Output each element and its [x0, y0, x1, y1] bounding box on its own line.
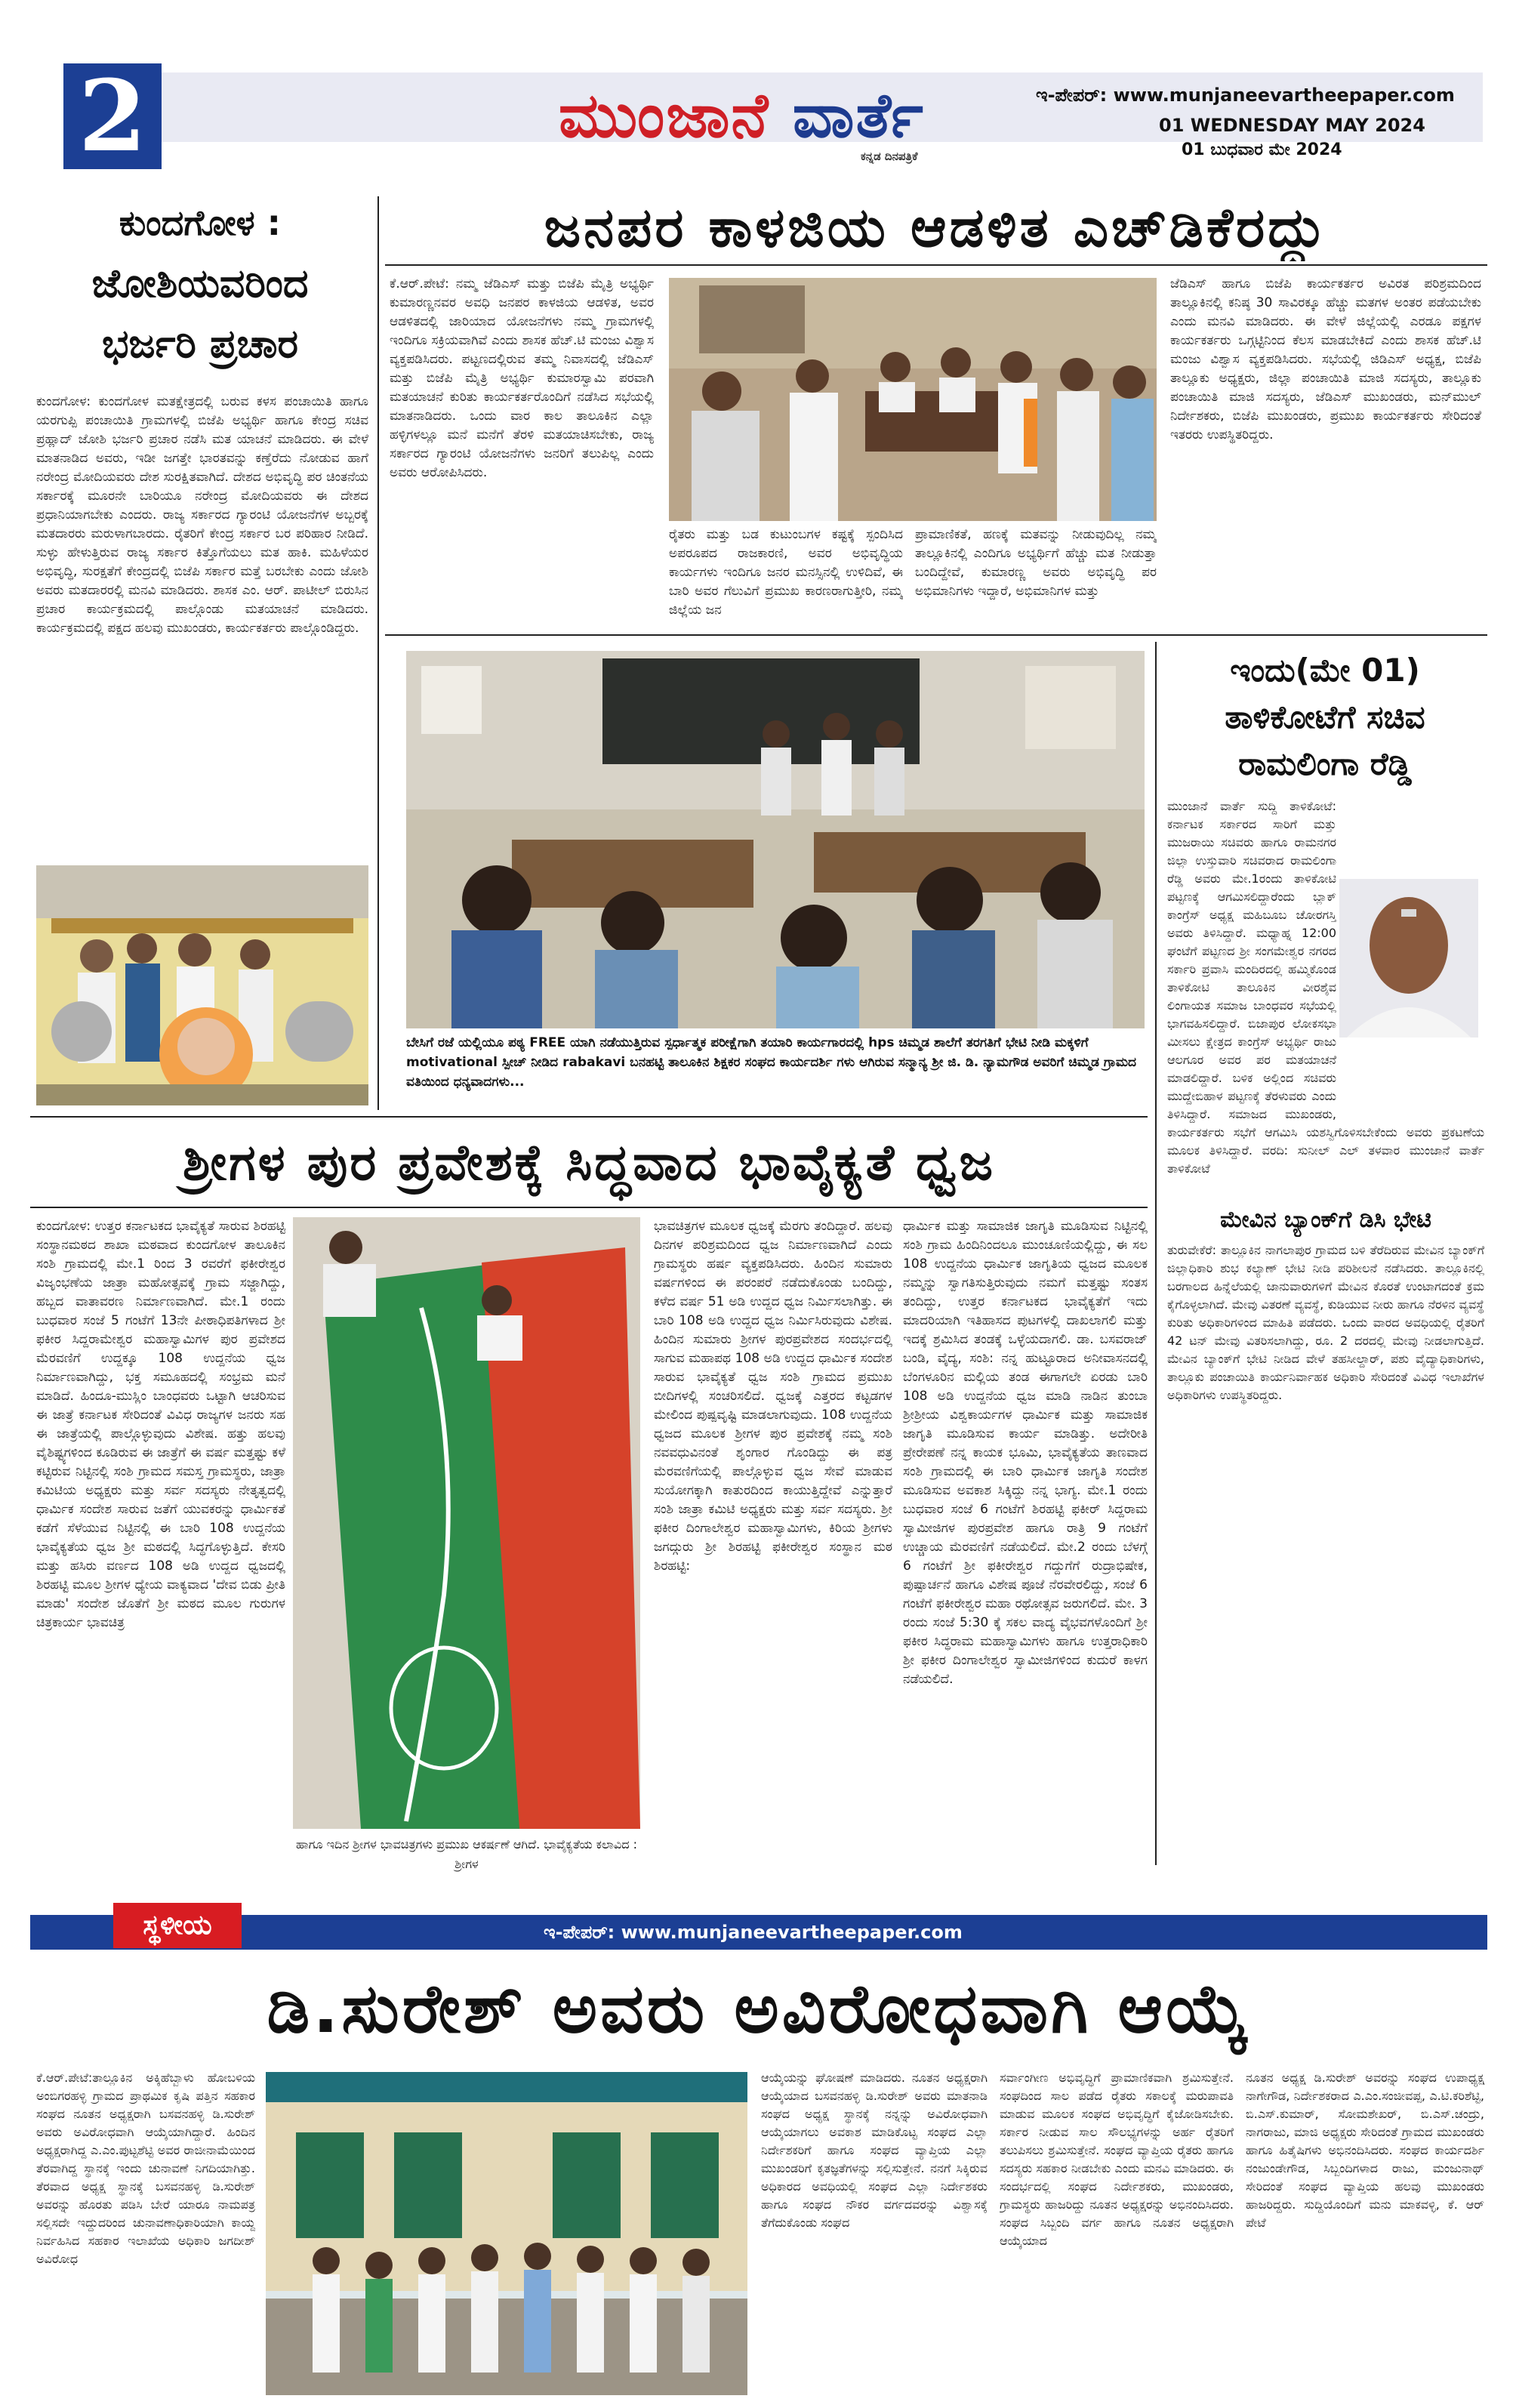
meeting-photo-image	[669, 278, 1157, 521]
story2-body-col3: ಪ್ರಾಮಾಣಿಕತೆ, ಹಣಕ್ಕೆ ಮತವನ್ನು ನೀಡುವುದಿಲ್ಲ ನಮ್ಮ ತಾಲ್ಲೂಕಿನಲ್ಲಿ ಎಂದಿಗೂ ಅಭ್ಯರ್ಥಿಗೆ ಹೆಚ್ಚು ಮತ ನೀಡುತ್ತಾ ಬಂದಿದ್ದೇವೆ, ಕುಮಾರಣ್ಣ ಅವರು ಅಭಿವೃದ್ಧಿ ಪರ ಅಭಿಮಾನಿಗಳು ಇದ್ದಾರೆ, ಅಭಿಮಾನಿಗಳ ಮತ್ತು	[915, 527, 1157, 599]
flag-photo-image	[293, 1217, 640, 1829]
story3-subhead: ಮೇವಿನ ಬ್ಯಾಂಕ್‌ಗೆ ಡಿಸಿ ಭೇಟಿ	[1220, 1207, 1431, 1233]
story4-body-col3: ಧಾರ್ಮಿಕ ಮತ್ತು ಸಾಮಾಜಿಕ ಜಾಗೃತಿ ಮೂಡಿಸುವ ನಿಟ್ಟಿನಲ್ಲಿ ಸಂಶಿ ಗ್ರಾಮ ಹಿಂದಿನಿಂದಲೂ ಮುಂಚೂಣಿಯಲ್ಲಿದ್ದು, ಈ ಸಲ 108 ಉದ್ದನೆಯ ಧಾರ್ಮಿಕ ಜಾಗೃತಿಯ ಧ್ವಜದ ಮೂಲಕ ನಮ್ಮನ್ನು ಸ್ವಾಗತಿಸುತ್ತಿರುವುದು ನಮಗೆ ಮತ್ತಷ್ಟು ಸಂತಸ ತಂದಿದ್ದು, ಉತ್ತರ ಕರ್ನಾಟಕದ ಭಾವೈಕ್ಯತೆಗೆ ಇದು ಮಾದರಿಯಾಗಿ ಇತಿಹಾಸದ ಪುಟಗಳಲ್ಲಿ ದಾಖಲಾಗಲಿ ಮತ್ತು ಇದಕ್ಕೆ ಶ್ರಮಿಸಿದ ತಂಡಕ್ಕೆ ಒಳ್ಳೆಯದಾಗಲಿ. ಡಾ. ಬಸವರಾಜ್ ಬಂಡಿ, ವೈದ್ಯ, ಸಂಶಿ: ನನ್ನ ಹುಟ್ಟೂರಾದ ಅನೀವಾಸನದಲ್ಲಿ ಬೆಂಗಳೂರಿನ ಮಲ್ಲಿಯ ತಂಡ ಈಗಾಗಲೇ ಏರಡು ಬಾರಿ 108 ಅಡಿ ಉದ್ದನೆಯ ಧ್ವಜ ಮಾಡಿ ನಾಡಿನ ತುಂಬಾ ಶ್ರೀಶ್ರೀಯ ವಿಶ್ವಕಾರ್ಯಗಳ ಧಾರ್ಮಿಕ ಮತ್ತು ಸಾಮಾಜಿಕ ಜಾಗೃತಿ ಮೂಡಿಸುವ ಕಾರ್ಯ ಮಾಡಿತ್ತು. ಅದೇರೀತಿ ಪ್ರೇರೇಪಣೆ ನನ್ನ ಕಾಯಕ ಭೂಮಿ, ಭಾವೈಕ್ಯತೆಯ ತಾಣವಾದ ಸಂಶಿ ಗ್ರಾಮದಲ್ಲಿ ಈ ಬಾರಿ ಧಾರ್ಮಿಕ ಜಾಗೃತಿ ಸಂದೇಶ ಮೂಡಿಸುವ ಅವಕಾಶ ಸಿಕ್ಕಿದ್ದು ನನ್ನ ಭಾಗ್ಯ. ಮೇ.1 ರಂದು ಬುಧವಾರ ಸಂಜೆ 6 ಗಂಟೆಗೆ ಶಿರಹಟ್ಟಿ ಫಕೀರ್ ಸಿದ್ದರಾಮ ಸ್ವಾಮೀಜಿಗಳ ಪುರಪ್ರವೇಶ ಹಾಗೂ ರಾತ್ರಿ 9 ಗಂಟೆಗೆ ಉಚ್ಚಾಯ ಮೆರವಣಿಗೆ ನಡೆಯಲಿದೆ. ಮೇ.2 ರಂದು ಬೆಳಗ್ಗೆ 6 ಗಂಟೆಗೆ ಶ್ರೀ ಫಕೀರೇಶ್ವರ ಗದ್ದುಗೆಗೆ ರುದ್ರಾಭಿಷೇಕ, ಪುಷ್ಪಾರ್ಚನೆ ಹಾಗೂ ವಿಶೇಷ ಪೂಜೆ ನೆರವೇರಲಿದ್ದು, ಸಂಜೆ 6 ಗಂಟೆಗೆ ಫಕೀರೇಶ್ವರ ಮಹಾ ರಥೋತ್ಸವ ಜರುಗಲಿದೆ. ಮೇ. 3 ರಂದು ಸಂಜೆ 5:30 ಕ್ಕೆ ಸಕಲ ವಾದ್ಯ ವೈಭವಗಳೊಂದಿಗೆ ಶ್ರೀ ಫಕೀರ ಸಿದ್ಧರಾಮ ಮಹಾಸ್ವಾಮಿಗಳು ಹಾಗೂ ಉತ್ತರಾಧಿಕಾರಿ ಶ್ರೀ ಫಕೀರ ದಿಂಗಾಲೇಶ್ವರ ಸ್ವಾಮೀಜಿಗಳಿಂದ ಕುದುರೆ ಕಾಳಗ ನಡೆಯಲಿದೆ.	[903, 1219, 1148, 1687]
story2-headline: ಜನಪರ ಕಾಳಜಿಯ ಆಡಳಿತ ಎಚ್‌ಡಿಕೆರದ್ದು	[544, 196, 1329, 259]
section-label: ಸ್ಥಳೀಯ	[113, 1903, 242, 1948]
meeting-photo	[669, 278, 1157, 521]
section-divider	[385, 264, 1487, 266]
section-divider	[385, 634, 1487, 636]
story1-headline-line2: ಜೋಶಿಯವರಿಂದ	[91, 261, 309, 307]
story5-body-col3: ಸರ್ವಾಂಗೀಣ ಅಭಿವೃದ್ಧಿಗೆ ಪ್ರಾಮಾಣಿಕವಾಗಿ ಶ್ರಮಿಸುತ್ತೇನೆ. ಸಂಘದಿಂದ ಸಾಲ ಪಡೆದ ರೈತರು ಸಕಾಲಕ್ಕೆ ಮರುಪಾವತಿ ಮಾಡುವ ಮೂಲಕ ಸಂಘದ ಅಭಿವೃದ್ಧಿಗೆ ಕೈಜೋಡಿಸಬೇಕು. ಸರ್ಕಾರ ನೀಡುವ ಸಾಲ ಸೌಲಭ್ಯಗಳನ್ನು ಅರ್ಹ ರೈತರಿಗೆ ತಲುಪಿಸಲು ಶ್ರಮಿಸುತ್ತೇನೆ. ಸಂಘದ ವ್ಯಾಪ್ತಿಯ ರೈತರು ಹಾಗೂ ಸದಸ್ಯರು ಸಹಕಾರ ನೀಡಬೇಕು ಎಂದು ಮನವಿ ಮಾಡಿದರು. ಈ ಸಂದರ್ಭದಲ್ಲಿ ಸಂಘದ ನಿರ್ದೇಶಕರು, ಮುಖಂಡರು, ಗ್ರಾಮಸ್ಥರು ಹಾಜರಿದ್ದು ನೂತನ ಅಧ್ಯಕ್ಷರನ್ನು ಅಭಿನಂದಿಸಿದರು. ಸಂಘದ ಸಿಬ್ಬಂದಿ ವರ್ಗ ಹಾಗೂ ನೂತನ ಅಧ್ಯಕ್ಷರಾಗಿ ಆಯ್ಕೆಯಾದ	[1000, 2070, 1234, 2248]
story3-headline-line1: ಇಂದು(ಮೇ 01)	[1230, 652, 1420, 689]
story5-headline: ಡಿ.ಸುರೇಶ್ ಅವರು ಅವಿರೋಧವಾಗಿ ಆಯ್ಕೆ	[267, 1969, 1251, 2049]
portrait-float-spacer	[1336, 876, 1484, 1118]
society-photo-image	[266, 2072, 747, 2395]
section-divider	[30, 1116, 1148, 1118]
classroom-photo	[406, 651, 1145, 1028]
story2-body-col1: ಕೆ.ಆರ್.ಪೇಟೆ: ನಮ್ಮ ಜೆಡಿಎಸ್ ಮತ್ತು ಬಿಜೆಪಿ ಮೈತ್ರಿ ಅಭ್ಯರ್ಥಿ ಕುಮಾರಣ್ಣನವರ ಅವಧಿ ಜನಪರ ಕಾಳಜಿಯ ಆಡಳಿತ, ಅವರ ಆಡಳಿತದಲ್ಲಿ ಜಾರಿಯಾದ ಯೋಜನೆಗಳು ನಮ್ಮ ಗ್ರಾಮಗಳಲ್ಲಿ ಇಂದಿಗೂ ಸಕ್ರಿಯವಾಗಿವೆ ಎಂದು ಶಾಸಕ ಹೆಚ್.ಟಿ ಮಂಜು ವಿಶ್ವಾಸ ವ್ಯಕ್ತಪಡಿಸಿದರು. ಪಟ್ಟಣದಲ್ಲಿರುವ ತಮ್ಮ ನಿವಾಸದಲ್ಲಿ ಜೆಡಿಎಸ್ ಮತ್ತು ಬಿಜೆಪಿ ಮೈತ್ರಿ ಅಭ್ಯರ್ಥಿ ಕುಮಾರಸ್ವಾಮಿ ಪರವಾಗಿ ಮತಯಾಚನೆ ಕುರಿತು ಕಾರ್ಯಕರ್ತರೊಂದಿಗೆ ನಡೆಸಿದ ಸಭೆಯಲ್ಲಿ ಮಾತನಾಡಿದರು. ಒಂದು ವಾರ ಕಾಲ ತಾಲೂಕಿನ ಎಲ್ಲಾ ಹಳ್ಳಿಗಳಲ್ಲೂ ಮನೆ ಮನೆಗೆ ತೆರಳಿ ಮತಯಾಚಿಸಬೇಕು, ರಾಜ್ಯ ಸರ್ಕಾರದ ಗ್ಯಾರಂಟಿ ಯೋಜನೆಗಳು ಜನರಿಗೆ ತಲುಪಿಲ್ಲ ಎಂದು ಅವರು ಆರೋಪಿಸಿದರು.	[390, 276, 654, 480]
story2-body-col4: ಜೆಡಿಎಸ್ ಹಾಗೂ ಬಿಜೆಪಿ ಕಾರ್ಯಕರ್ತರ ಅವಿರತ ಪರಿಶ್ರಮದಿಂದ ತಾಲ್ಲೂಕಿನಲ್ಲಿ ಕನಿಷ್ಠ 30 ಸಾವಿರಕ್ಕೂ ಹೆಚ್ಚು ಮತಗಳ ಅಂತರ ಪಡೆಯಬೇಕು ಎಂದು ಮನವಿ ಮಾಡಿದರು. ಈ ವೇಳೆ ಜಿಲ್ಲೆಯಲ್ಲಿ ಎರಡೂ ಪಕ್ಷಗಳ ಕಾರ್ಯಕರ್ತರು ಒಗ್ಗಟ್ಟಿನಿಂದ ಕೆಲಸ ಮಾಡಬೇಕಿದೆ ಎಂದು ಶಾಸಕ ಹೆಚ್.ಟಿ ಮಂಜು ವಿಶ್ವಾಸ ವ್ಯಕ್ತಪಡಿಸಿದರು. ಸಭೆಯಲ್ಲಿ ಜಿಡಿಎಸ್ ಅಧ್ಯಕ್ಷ, ಬಿಜೆಪಿ ತಾಲ್ಲೂಕು ಅಧ್ಯಕ್ಷರು, ಜಿಲ್ಲಾ ಪಂಚಾಯಿತಿ ಮಾಜಿ ಸದಸ್ಯರು, ತಾಲ್ಲೂಕು ಪಂಚಾಯಿತಿ ಮಾಜಿ ಸದಸ್ಯರು, ಜೆಡಿಎಸ್ ಮುಖಂಡರು, ಮನ್‌ಮುಲ್ ನಿರ್ದೇಶಕರು, ಬಿಜೆಪಿ ಮುಖಂಡರು, ಪ್ರಮುಖ ಕಾರ್ಯಕರ್ತರು ಸೇರಿದಂತೆ ಇತರರು ಉಪಸ್ಥಿತರಿದ್ದರು.	[1170, 276, 1481, 442]
campaign-photo-image	[36, 865, 368, 1105]
story3-headline-line2: ತಾಳಿಕೋಟೆಗೆ ಸಚಿವ	[1225, 698, 1425, 735]
flag-photo	[293, 1217, 640, 1829]
classroom-photo-image	[406, 651, 1145, 1028]
society-photo	[266, 2072, 747, 2395]
story3-headline-line3: ರಾಮಲಿಂಗಾ ರೆಡ್ಡಿ	[1238, 745, 1412, 782]
story2-body-col2: ರೈತರು ಮತ್ತು ಬಡ ಕುಟುಂಬಗಳ ಕಷ್ಟಕ್ಕೆ ಸ್ಪಂದಿಸಿದ ಅಪರೂಪದ ರಾಜಕಾರಣಿ, ಅವರ ಅಭಿವೃದ್ಧಿಯ ಕಾರ್ಯಗಳು ಇಂದಿಗೂ ಜನರ ಮನಸ್ಸಿನಲ್ಲಿ ಉಳಿದಿವೆ, ಈ ಬಾರಿ ಅವರ ಗೆಲುವಿಗೆ ಪ್ರಮುಖ ಕಾರಣರಾಗುತ್ತೀರಿ, ನಮ್ಮ ಜಿಲ್ಲೆಯ ಜನ	[669, 527, 903, 618]
story4-body-col2: ಭಾವಚಿತ್ರಗಳ ಮೂಲಕ ಧ್ವಜಕ್ಕೆ ಮೆರಗು ತಂದಿದ್ದಾರೆ. ಹಲವು ದಿನಗಳ ಪರಿಶ್ರಮದಿಂದ ಧ್ವಜ ನಿರ್ಮಾಣವಾಗಿದೆ ಎಂದು ಗ್ರಾಮಸ್ಥರು ಹರ್ಷ ವ್ಯಕ್ತಪಡಿಸಿದರು. ಹಿಂದಿನ ಸುಮಾರು ವರ್ಷಗಳಿಂದ ಈ ಪರಂಪರೆ ನಡೆದುಕೊಂಡು ಬಂದಿದ್ದು, ಕಳೆದ ವರ್ಷ 51 ಅಡಿ ಉದ್ದದ ಧ್ವಜ ನಿರ್ಮಿಸಲಾಗಿತ್ತು. ಈ ಬಾರಿ 108 ಅಡಿ ಉದ್ದದ ಧ್ವಜ ನಿರ್ಮಿಸಿರುವುದು ವಿಶೇಷ. ಹಿಂದಿನ ಸುಮಾರು ಶ್ರೀಗಳ ಪುರಪ್ರವೇಶದ ಸಂದರ್ಭದಲ್ಲಿ ಸಾಗುವ ಮಹಾಪಥ 108 ಅಡಿ ಉದ್ದದ ಧಾರ್ಮಿಕ ಸಂದೇಶ ಸಾರುವ ಭಾವೈಕ್ಯತೆ ಧ್ವಜ ಸಂಶಿ ಗ್ರಾಮದ ಪ್ರಮುಖ ಬೀದಿಗಳಲ್ಲಿ ಸಂಚರಿಸಲಿದೆ. ಧ್ವಜಕ್ಕೆ ಎತ್ತರದ ಕಟ್ಟಡಗಳ ಮೇಲಿಂದ ಪುಷ್ಪವೃಷ್ಟಿ ಮಾಡಲಾಗುವುದು. 108 ಉದ್ದನೆಯ ಧ್ವಜದ ಮೂಲಕ ಶ್ರೀಗಳ ಪುರ ಪ್ರವೇಶಕ್ಕೆ ನಮ್ಮ ಸಂಶಿ ನವವಧುವಿನಂತೆ ಶೃಂಗಾರ ಗೊಂಡಿದ್ದು ಈ ಪತ್ರ ಮೆರವಣಿಗೆಯಲ್ಲಿ ಪಾಲ್ಗೊಳ್ಳುವ ಧ್ವಜ ಸೇವೆ ಮಾಡುವ ಸುಯೋಗಕ್ಕಾಗಿ ಕಾತುರದಿಂದ ಕಾಯುತ್ತಿದ್ದೇವೆ ಎನ್ನುತ್ತಾರೆ ಸಂಶಿ ಜಾತ್ರಾ ಕಮಿಟಿ ಅಧ್ಯಕ್ಷರು ಮತ್ತು ಸರ್ವ ಸದಸ್ಯರು. ಶ್ರೀ ಫಕೀರ ದಿಂಗಾಲೇಶ್ವರ ಮಹಾಸ್ವಾಮಿಗಳು, ಕಿರಿಯ ಶ್ರೀಗಳು ಜಗದ್ಗುರು ಶ್ರೀ ಶಿರಹಟ್ಟಿ ಫಕೀರೇಶ್ವರ ಸಂಸ್ಥಾನ ಮಠ ಶಿರಹಟ್ಟಿ:	[654, 1219, 892, 1574]
story1-body: ಕುಂದಗೋಳ: ಕುಂದಗೋಳ ಮತಕ್ಷೇತ್ರದಲ್ಲಿ ಬರುವ ಕಳಸ ಪಂಚಾಯಿತಿ ಹಾಗೂ ಯರಗುಪ್ಪಿ ಪಂಚಾಯಿತಿ ಗ್ರಾಮಗಳಲ್ಲಿ ಬಿಜೆಪಿ ಅಭ್ಯರ್ಥಿ ಹಾಗೂ ಕೇಂದ್ರ ಸಚಿವ ಪ್ರಹ್ಲಾದ್ ಜೋಶಿ ಭರ್ಜರಿ ಪ್ರಚಾರ ನಡೆಸಿ ಮತ ಯಾಚನೆ ಮಾಡಿದರು. ಈ ವೇಳೆ ಮಾತನಾಡಿದ ಅವರು, ಇಡೀ ಜಗತ್ತೇ ಭಾರತವನ್ನು ಕಣ್ತೆರೆದು ನೋಡುವ ಹಾಗೆ ನರೇಂದ್ರ ಮೋದಿಯವರು ದೇಶ ಸುರಕ್ಷಿತವಾಗಿದೆ. ದೇಶದ ಅಭಿವೃದ್ಧಿ ಪರ ಚಿಂತನೆಯ ಸರ್ಕಾರಕ್ಕೆ ಮೂರನೇ ಬಾರಿಯೂ ನರೇಂದ್ರ ಮೋದಿಯವರು ಈ ದೇಶದ ಪ್ರಧಾನಿಯಾಗಬೇಕು ಎಂದರು. ರಾಜ್ಯ ಸರ್ಕಾರದ ಗ್ಯಾರಂಟಿ ಯೋಜನೆಗಳ ಅಬ್ಬರಕ್ಕೆ ಮತದಾರರು ಮರುಳಾಗಬಾರದು. ರೈತರಿಗೆ ಕೇಂದ್ರ ಸರ್ಕಾರ ಬರ ಪರಿಹಾರ ನೀಡಿದೆ. ಸುಳ್ಳು ಹೇಳುತ್ತಿರುವ ರಾಜ್ಯ ಸರ್ಕಾರ ಕಿತ್ತೊಗೆಯಲು ಮತ ಹಾಕಿ. ಮಹಿಳೆಯರ ಅಭಿವೃದ್ಧಿ, ಸುರಕ್ಷತೆಗೆ ಕೇಂದ್ರದಲ್ಲಿ ಬಿಜೆಪಿ ಸರ್ಕಾರ ಮತ್ತೆ ಬರಬೇಕು ಎಂದು ಜೋಶಿ ಅವರು ಮತದಾರರಲ್ಲಿ ಮನವಿ ಮಾಡಿದರು. ಶಾಸಕ ಎಂ. ಆರ್. ಪಾಟೀಲ್ ಬಿರುಸಿನ ಪ್ರಚಾರ ಕಾರ್ಯಕ್ರಮದಲ್ಲಿ ಪಾಲ್ಗೊಂಡು ಮತಯಾಚನೆ ಮಾಡಿದರು. ಕಾರ್ಯಕ್ರಮದಲ್ಲಿ ಪಕ್ಷದ ಹಲವು ಮುಖಂಡರು, ಕಾರ್ಯಕರ್ತರು ಪಾಲ್ಗೊಂಡಿದ್ದರು.	[36, 394, 368, 636]
issue-date-english: 01 WEDNESDAY MAY 2024	[1159, 115, 1425, 136]
campaign-photo	[36, 865, 368, 1105]
story5-body-col4: ನೂತನ ಅಧ್ಯಕ್ಷ ಡಿ.ಸುರೇಶ್ ಅವರನ್ನು ಸಂಘದ ಉಪಾಧ್ಯಕ್ಷ ನಾಗೇಗೌಡ, ನಿರ್ದೇಶಕರಾದ ಎ.ಎಂ.ಸಂಜೀವಪ್ಪ, ಎ.ಟಿ.ಕರಿಶೆಟ್ಟಿ, ಬಿ.ಎಸ್.ಕುಮಾರ್, ಸೋಮಶೇಖರ್, ಬಿ.ಎಸ್.ಚಂದ್ರು, ನಾಗರಾಜು, ಮಾಜಿ ಅಧ್ಯಕ್ಷರು ಸೇರಿದಂತೆ ಗ್ರಾಮದ ಮುಖಂಡರು ಹಾಗೂ ಹಿತೈಷಿಗಳು ಅಭಿನಂದಿಸಿದರು. ಸಂಘದ ಕಾರ್ಯದರ್ಶಿ ನಂಜುಂಡೇಗೌಡ, ಸಿಬ್ಬಂದಿಗಳಾದ ರಾಜು, ಮಂಜುನಾಥ್ ಸೇರಿದಂತೆ ಸಂಘದ ವ್ಯಾಪ್ತಿಯ ಹಲವು ಮುಖಂಡರು ಹಾಜರಿದ್ದರು. ಸುದ್ದಿಯೊಂದಿಗೆ ಮನು ಮಾಕವಳ್ಳಿ, ಕೆ. ಆರ್ ಪೇಟೆ	[1246, 2070, 1484, 2230]
story1-headline-line1: ಕುಂದಗೋಳ :	[119, 202, 282, 243]
classroom-photo-caption: ಬೇಸಿಗೆ ರಜೆ ಯಲ್ಲಿಯೂ ಪಠ್ಯ FREE ಯಾಗಿ ನಡೆಯುತ್ತಿರುವ ಸ್ಪರ್ಧಾತ್ಮಕ ಪರೀಕ್ಷೆಗಾಗಿ ತಯಾರಿ ಕಾರ್ಯಗಾರದಲ್ಲಿ hps ಚಿಮ್ಮಡ ಶಾಲೆಗೆ ತರಗತಿಗೆ ಭೇಟಿ ನೀಡಿ ಮಕ್ಕಳಿಗೆ motivational ಸ್ಪೀಚ್ ನೀಡಿದ rabakavi ಬನಹಟ್ಟಿ ತಾಲೂಕಿನ ಶಿಕ್ಷಕರ ಸಂಘದ ಕಾರ್ಯದರ್ಶಿ ಗಳು ಆಗಿರುವ ಸನ್ಮಾನ್ಯ ಶ್ರೀ ಜಿ. ಡಿ. ನ್ಯಾಮಗೌಡ ಅವರಿಗೆ ಚಿಮ್ಮಡ ಗ್ರಾಮದ ವತಿಯಿಂದ ಧನ್ಯವಾದಗಳು...	[406, 1035, 1137, 1090]
story1-headline-line3: ಭರ್ಜರಿ ಪ್ರಚಾರ	[102, 322, 298, 367]
column-divider	[1155, 642, 1157, 1865]
title-part1: ಮುಂಜಾನೆ	[559, 80, 793, 152]
strip-epaper-link[interactable]: ಇ-ಪೇಪರ್: www.munjaneevartheepaper.com	[544, 1922, 963, 1943]
story3-body-top	[1167, 797, 1484, 1198]
story4-body-col1: ಕುಂದಗೋಳ: ಉತ್ತರ ಕರ್ನಾಟಕದ ಭಾವೈಕ್ಯತೆ ಸಾರುವ ಶಿರಹಟ್ಟಿ ಸಂಸ್ಥಾನಮಠದ ಶಾಖಾ ಮಠವಾದ ಕುಂದಗೋಳ ತಾಲೂಕಿನ ಸಂಶಿ ಗ್ರಾಮದಲ್ಲಿ ಮೇ.1 ರಿಂದ 3 ರವರೆಗೆ ಫಕೀರೇಶ್ವರ ವಿಜೃಂಭಣೆಯ ಜಾತ್ರಾ ಮಹೋತ್ಸವಕ್ಕೆ ಗ್ರಾಮ ಸಜ್ಜಾಗಿದ್ದು, ಹಬ್ಬದ ವಾತಾವರಣ ನಿರ್ಮಾಣವಾಗಿದೆ. ಮೇ.1 ರಂದು ಬುಧವಾರ ಸಂಜೆ 5 ಗಂಟೆಗೆ 13ನೇ ಪೀಠಾಧಿಪತಿಗಳಾದ ಶ್ರೀ ಫಕೀರ ಸಿದ್ದರಾಮೇಶ್ವರ ಮಹಾಸ್ವಾಮಿಗಳ ಪುರ ಪ್ರವೇಶದ ಮೆರವಣಿಗೆ ಉದ್ದಕ್ಕೂ 108 ಉದ್ದನೆಯ ಧ್ವಜ ನಿರ್ಮಾಣವಾಗಿದ್ದು, ಭಕ್ತ ಸಮೂಹದಲ್ಲಿ ಸಂಭ್ರಮ ಮನೆ ಮಾಡಿದೆ. ಹಿಂದೂ-ಮುಸ್ಲಿಂ ಬಾಂಧವರು ಒಟ್ಟಾಗಿ ಆಚರಿಸುವ ಈ ಜಾತ್ರೆ ಕರ್ನಾಟಕ ಸೇರಿದಂತೆ ವಿವಿಧ ರಾಜ್ಯಗಳ ಜನರು ಸಹ ಈ ಜಾತ್ರೆಯಲ್ಲಿ ಪಾಲ್ಗೊಳ್ಳುವುದು ವಿಶೇಷ. ಹತ್ತು ಹಲವು ವೈಶಿಷ್ಟ್ಯಗಳಿಂದ ಕೂಡಿರುವ ಈ ಜಾತ್ರೆಗೆ ಈ ವರ್ಷ ಮತ್ತಷ್ಟು ಕಳೆ ಕಟ್ಟಿರುವ ನಿಟ್ಟಿನಲ್ಲಿ ಸಂಶಿ ಗ್ರಾಮದ ಸಮಸ್ತ ಗ್ರಾಮಸ್ಥರು, ಜಾತ್ರಾ ಕಮಿಟಿಯ ಅಧ್ಯಕ್ಷರು ಮತ್ತು ಸರ್ವ ಸದಸ್ಯರು ನೇತೃತ್ವದಲ್ಲಿ ಧಾರ್ಮಿಕ ಸಂದೇಶ ಸಾರುವ ಜತೆಗೆ ಯುವಕರನ್ನು ಧಾರ್ಮಿಕತೆ ಕಡೆಗೆ ಸೆಳೆಯುವ ನಿಟ್ಟಿನಲ್ಲಿ ಈ ಬಾರಿ 108 ಉದ್ದನೆಯ ಭಾವೈಕ್ಯತೆಯ ಧ್ವಜ ಶ್ರೀ ಮಠದಲ್ಲಿ ಸಿದ್ಧಗೊಳ್ಳುತ್ತಿದೆ. ಕೇಸರಿ ಮತ್ತು ಹಸಿರು ವರ್ಣದ 108 ಅಡಿ ಉದ್ದದ ಧ್ವಜದಲ್ಲಿ ಶಿರಹಟ್ಟಿ ಮೂಲ ಶ್ರೀಗಳ ಧ್ಯೇಯ ವಾಕ್ಯವಾದ 'ದೇವ ಬಿಡು ಪ್ರೀತಿ ಮಾಡು' ಸಂದೇಶ ಜೊತೆಗೆ ಶ್ರೀ ಮಠದ ಮೂಲ ಗುರುಗಳ ಚಿತ್ರಕಾರ್ಯ ಭಾವಚಿತ್ರ	[36, 1219, 285, 1630]
flag-photo-caption: ಹಾಗೂ ಇದಿನ ಶ್ರೀಗಳ ಭಾವಚಿತ್ರಗಳು ಪ್ರಮುಖ ಆಕರ್ಷಣೆ ಆಗಿದೆ. ಭಾವೈಕ್ಯತೆಯ ಕಲಾವಿದ : ಶ್ರೀಗಳ	[295, 1837, 638, 1871]
newspaper-tagline: ಕನ್ನಡ ದಿನಪತ್ರಿಕೆ	[861, 150, 918, 163]
epaper-link[interactable]: ಇ-ಪೇಪರ್: www.munjaneevartheepaper.com	[1036, 85, 1455, 106]
page-number: 2	[63, 63, 162, 169]
story4-headline: ಶ್ರೀಗಳ ಪುರ ಪ್ರವೇಶಕ್ಕೆ ಸಿದ್ಧವಾದ ಭಾವೈಕ್ಯತೆ ಧ್ವಜ	[183, 1133, 995, 1192]
newspaper-title	[559, 80, 925, 153]
section-divider	[30, 1207, 1148, 1208]
story5-body-col1: ಕೆ.ಆರ್.ಪೇಟೆ:ತಾಲ್ಲೂಕಿನ ಅಕ್ಕಿಹೆಬ್ಬಾಳು ಹೋಬಳಿಯ ಅಂಬಿಗರಹಳ್ಳಿ ಗ್ರಾಮದ ಪ್ರಾಥಮಿಕ ಕೃಷಿ ಪತ್ತಿನ ಸಹಕಾರ ಸಂಘದ ನೂತನ ಅಧ್ಯಕ್ಷರಾಗಿ ಬಸವನಹಳ್ಳಿ ಡಿ.ಸುರೇಶ್ ಅವರು ಅವಿರೋಧವಾಗಿ ಆಯ್ಕೆಯಾಗಿದ್ದಾರೆ. ಹಿಂದಿನ ಅಧ್ಯಕ್ಷರಾಗಿದ್ದ ಎ.ಎಂ.ಪುಟ್ಟಶೆಟ್ಟಿ ಅವರ ರಾಜೀನಾಮೆಯಿಂದ ತೆರವಾಗಿದ್ದ ಸ್ಥಾನಕ್ಕೆ ಇಂದು ಚುನಾವಣೆ ನಿಗದಿಯಾಗಿತ್ತು. ತೆರವಾದ ಅಧ್ಯಕ್ಷ ಸ್ಥಾನಕ್ಕೆ ಬಸವನಹಳ್ಳಿ ಡಿ.ಸುರೇಶ್ ಅವರನ್ನು ಹೊರತು ಪಡಿಸಿ ಬೇರೆ ಯಾರೂ ನಾಮಪತ್ರ ಸಲ್ಲಿಸದೇ ಇದ್ದುದರಿಂದ ಚುನಾವಣಾಧಿಕಾರಿಯಾಗಿ ಕಾಯ್ದ ನಿರ್ವಹಿಸಿದ ಸಹಕಾರ ಇಲಾಖೆಯ ಅಧಿಕಾರಿ ಜಗದೀಶ್ ಅವಿರೋಧ	[36, 2070, 255, 2266]
title-part2: ವಾರ್ತೆ	[792, 80, 925, 152]
issue-date-kannada: 01 ಬುಧವಾರ ಮೇ 2024	[1182, 140, 1342, 159]
story3-body-top-text: ಮುಂಜಾನೆ ವಾರ್ತೆ ಸುದ್ದಿ ತಾಳಿಕೋಟೆ: ಕರ್ನಾಟಕ ಸರ್ಕಾರದ ಸಾರಿಗೆ ಮತ್ತು ಮುಜರಾಯಿ ಸಚಿವರು ಹಾಗೂ ರಾಮನಗರ ಜಿಲ್ಲಾ ಉಸ್ತುವಾರಿ ಸಚಿವರಾದ ರಾಮಲಿಂಗಾ ರೆಡ್ಡಿ ಅವರು ಮೇ.1ರಂದು ತಾಳಿಕೋಟಿ ಪಟ್ಟಣಕ್ಕೆ ಆಗಮಿಸಲಿದ್ದಾರೆಂದು ಬ್ಲಾಕ್ ಕಾಂಗ್ರೆಸ್ ಅಧ್ಯಕ್ಷ ಮಹಿಬೂಬ ಚೋರಗಸ್ತಿ ಅವರು ತಿಳಿಸಿದ್ದಾರೆ. ಮಧ್ಯಾಹ್ನ 12:00 ಘಂಟೆಗೆ ಪಟ್ಟಣದ ಶ್ರೀ ಸಂಗಮೇಶ್ವರ ನಗರದ ಸರ್ಕಾರಿ ಪ್ರವಾಸಿ ಮಂದಿರದಲ್ಲಿ ಹಮ್ಮಿಕೊಂಡ ತಾಳಿಕೋಟಿ ತಾಲೂಕಿನ ವೀರಶೈವ ಲಿಂಗಾಯತ ಸಮಾಜ ಬಾಂಧವರ ಸಭೆಯಲ್ಲಿ ಭಾಗವಹಿಸಲಿದ್ದಾರೆ. ಬಿಜಾಪುರ ಲೋಕಸಭಾ ಮೀಸಲು ಕ್ಷೇತ್ರದ ಕಾಂಗ್ರೆಸ್ ಅಭ್ಯರ್ಥಿ ರಾಜು ಆಲಗೂರ ಅವರ ಪರ ಮತಯಾಚನೆ ಮಾಡಲಿದ್ದಾರೆ. ಬಳಿಕ ಅಲ್ಲಿಂದ ಸಚಿವರು ಮುದ್ದೇಬಿಹಾಳ ಪಟ್ಟಣಕ್ಕೆ ತೆರಳುವರು ಎಂದು ತಿಳಿಸಿದ್ದಾರೆ. ಸಮಾಜದ ಮುಖಂಡರು, ಕಾರ್ಯಕರ್ತರು ಸಭೆಗೆ ಆಗಮಿಸಿ ಯಶಸ್ವಿಗೊಳಿಸಬೇಕೆಂದು ಅವರು ಪ್ರಕಟಣೆಯ ಮೂಲಕ ತಿಳಿಸಿದ್ದಾರೆ. ವರದಿ: ಸುನೀಲ್ ಎಲ್ ತಳವಾರ ಮುಂಜಾನೆ ವಾರ್ತೆ ತಾಳಿಕೋಟೆ	[1167, 799, 1484, 1176]
story5-body-col2: ಆಯ್ಕೆಯನ್ನು ಘೋಷಣೆ ಮಾಡಿದರು. ನೂತನ ಅಧ್ಯಕ್ಷರಾಗಿ ಆಯ್ಕೆಯಾದ ಬಸವನಹಳ್ಳಿ ಡಿ.ಸುರೇಶ್ ಅವರು ಮಾತನಾಡಿ ಸಂಘದ ಅಧ್ಯಕ್ಷ ಸ್ಥಾನಕ್ಕೆ ನನ್ನನ್ನು ಅವಿರೋಧವಾಗಿ ಆಯ್ಕೆಯಾಗಲು ಅವಕಾಶ ಮಾಡಿಕೊಟ್ಟ ಸಂಘದ ಎಲ್ಲಾ ನಿರ್ದೇಶಕರಿಗೆ ಹಾಗೂ ಸಂಘದ ವ್ಯಾಪ್ತಿಯ ಎಲ್ಲಾ ಮುಖಂಡರಿಗೆ ಕೃತಜ್ಞತೆಗಳನ್ನು ಸಲ್ಲಿಸುತ್ತೇನೆ. ನನಗೆ ಸಿಕ್ಕಿರುವ ಅಧಿಕಾರದ ಅವಧಿಯಲ್ಲಿ ಸಂಘದ ಎಲ್ಲಾ ನಿರ್ದೇಶಕರು ಹಾಗೂ ಸಂಘದ ನೌಕರ ವರ್ಗದವರನ್ನು ವಿಶ್ವಾಸಕ್ಕೆ ತೆಗೆದುಕೊಂಡು ಸಂಘದ	[761, 2070, 988, 2230]
column-divider	[377, 196, 379, 1110]
story3-body-bottom: ತುರುವೇಕೆರೆ: ತಾಲ್ಲೂಕಿನ ನಾಗಲಾಪುರ ಗ್ರಾಮದ ಬಳಿ ತೆರೆದಿರುವ ಮೇವಿನ ಬ್ಯಾಂಕ್‌ಗೆ ಜಿಲ್ಲಾಧಿಕಾರಿ ಶುಭ ಕಲ್ಯಾಣ್ ಭೇಟಿ ನೀಡಿ ಪರಿಶೀಲನೆ ನಡೆಸಿದರು. ತಾಲ್ಲೂಕಿನಲ್ಲಿ ಬರಗಾಲದ ಹಿನ್ನೆಲೆಯಲ್ಲಿ ಜಾನುವಾರುಗಳಿಗೆ ಮೇವಿನ ಕೊರತೆ ಉಂಟಾಗದಂತೆ ಕ್ರಮ ಕೈಗೊಳ್ಳಲಾಗಿದೆ. ಮೇವು ವಿತರಣೆ ವ್ಯವಸ್ಥೆ, ಕುಡಿಯುವ ನೀರು ಹಾಗೂ ನೆರಳಿನ ವ್ಯವಸ್ಥೆ ಕುರಿತು ಅಧಿಕಾರಿಗಳಿಂದ ಮಾಹಿತಿ ಪಡೆದರು. ಒಂದು ವಾರದ ಅವಧಿಯಲ್ಲಿ ರೈತರಿಗೆ 42 ಟನ್ ಮೇವು ವಿತರಿಸಲಾಗಿದ್ದು, ರೂ. 2 ದರದಲ್ಲಿ ಮೇವು ನೀಡಲಾಗುತ್ತಿದೆ. ಮೇವಿನ ಬ್ಯಾಂಕ್‌ಗೆ ಭೇಟಿ ನೀಡಿದ ವೇಳೆ ತಹಸೀಲ್ದಾರ್, ಪಶು ವೈದ್ಯಾಧಿಕಾರಿಗಳು, ತಾಲ್ಲೂಕು ಪಂಚಾಯಿತಿ ಕಾರ್ಯನಿರ್ವಾಹಕ ಅಧಿಕಾರಿ ಸೇರಿದಂತೆ ವಿವಿಧ ಇಲಾಖೆಗಳ ಅಧಿಕಾರಿಗಳು ಉಪಸ್ಥಿತರಿದ್ದರು.	[1167, 1243, 1484, 1402]
